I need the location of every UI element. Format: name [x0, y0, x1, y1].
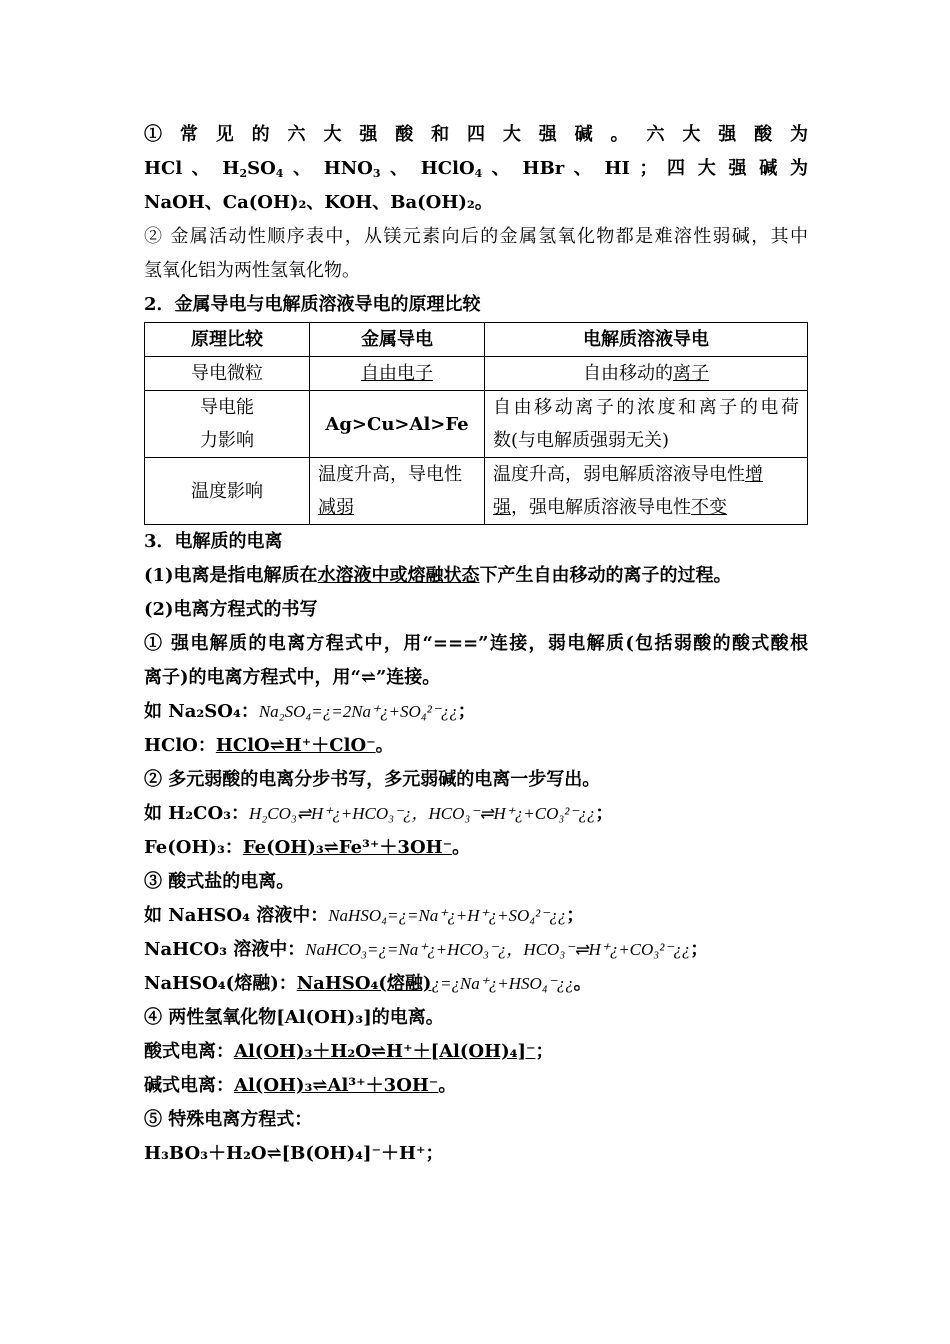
table-cell: 自由移动的离子: [485, 357, 808, 391]
table-cell: 温度影响: [145, 458, 310, 525]
rule-1-line1: ① 强电解质的电离方程式中，用“===”连接，弱电解质(包括弱酸的酸式酸根: [144, 633, 808, 654]
subheading-equation-writing: (2)电离方程式的书写: [144, 599, 318, 620]
example-nahso4-solution: 如 NaHSO₄ 溶液中：NaHSO₄=¿=Na⁺¿+H⁺¿+SO₄²⁻¿¿；: [144, 905, 585, 926]
table-header-cell: 原理比较: [145, 323, 310, 357]
example-base-ionization: 碱式电离：Al(OH)₃⇌Al³⁺＋3OH⁻。: [144, 1075, 457, 1096]
table-cell: 自由电子: [310, 357, 485, 391]
para-strong-acids-line1: ① 常 见 的 六 大 强 酸 和 四 大 强 碱 。 六 大 强 酸 为: [144, 124, 808, 145]
table-header-cell: 电解质溶液导电: [485, 323, 808, 357]
section-2-title: 2．金属导电与电解质溶液导电的原理比较: [144, 294, 481, 315]
para-metal-activity-line2: 氢氧化铝为两性氢氧化物。: [144, 260, 360, 281]
rule-1-line2: 离子)的电离方程式中，用“⇌”连接。: [144, 667, 441, 688]
table-cell: 导电微粒: [145, 357, 310, 391]
table-cell: 温度升高，弱电解质溶液导电性增 强，强电解质溶液导电性不变: [485, 458, 808, 525]
table-cell: Ag>Cu>Al>Fe: [310, 391, 485, 458]
table-header-cell: 金属导电: [310, 323, 485, 357]
para-strong-bases: NaOH、Ca(OH)₂、KOH、Ba(OH)₂。: [144, 192, 493, 213]
example-h2co3: 如 H₂CO₃：H₂CO₃⇌H⁺¿+HCO₃⁻¿，HCO₃⁻⇌H⁺¿+CO₃²⁻¿¿；: [144, 803, 614, 824]
table-header-row: [145, 323, 808, 357]
example-hclo: HClO：HClO⇌H⁺＋ClO⁻。: [144, 735, 394, 756]
rule-4: ④ 两性氢氧化物[Al(OH)₃]的电离。: [144, 1007, 444, 1028]
conduction-comparison-table: [144, 322, 808, 525]
example-acid-ionization: 酸式电离：Al(OH)₃＋H₂O⇌H⁺＋[Al(OH)₄]⁻；: [144, 1041, 554, 1062]
rule-2: ② 多元弱酸的电离分步书写，多元弱碱的电离一步写出。: [144, 769, 601, 790]
example-h3bo3: H₃BO₃＋H₂O⇌[B(OH)₄]⁻＋H⁺；: [144, 1143, 444, 1164]
table-cell: 温度升高，导电性 减弱: [310, 458, 485, 525]
para-strong-acids-line2: HCl 、 $H_2SO_4$ 、 $HNO_3$ 、 HClO$_4$ 、 HBr 、 HI ； 四 大 强 碱 为: [144, 158, 808, 180]
table-cell: 导电能 力影响: [145, 391, 310, 458]
table-cell: 自由移动离子的浓度和离子的电荷 数(与电解质强弱无关): [485, 391, 808, 458]
document-page: [144, 118, 808, 1171]
table-row: [145, 357, 808, 391]
rule-3: ③ 酸式盐的电离。: [144, 871, 295, 892]
rule-5: ⑤ 特殊电离方程式：: [144, 1109, 313, 1130]
para-metal-activity-line1: ② 金属活动性顺序表中，从镁元素向后的金属氢氧化物都是难溶性弱碱，其中: [144, 226, 808, 247]
para-ionization-definition: (1)电离是指电解质在水溶液中或熔融状态下产生自由移动的离子的过程。: [144, 565, 732, 586]
example-feoh3: Fe(OH)₃：Fe(OH)₃⇌Fe³⁺＋3OH⁻。: [144, 837, 471, 858]
table-row: [145, 391, 808, 458]
example-na2so4: 如 Na₂SO₄：Na₂SO₄=¿=2Na⁺¿+SO₄²⁻¿¿；: [144, 701, 476, 722]
example-nahco3-solution: NaHCO₃ 溶液中：NaHCO₃=¿=Na⁺¿+HCO₃⁻¿，HCO₃⁻⇌H⁺¿+CO₃²⁻¿¿；: [144, 939, 709, 960]
table-row: [145, 458, 808, 525]
section-3-title: 3．电解质的电离: [144, 531, 283, 552]
example-nahso4-molten: NaHSO₄(熔融)：NaHSO₄(熔融)¿=¿Na⁺¿+HSO₄⁻¿¿。: [144, 973, 592, 994]
